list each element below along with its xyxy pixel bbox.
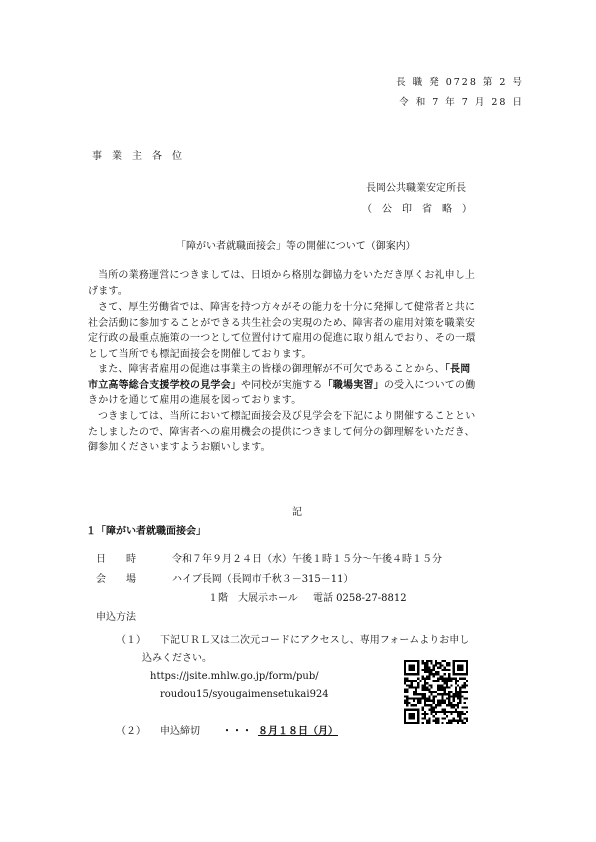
qr-code-icon[interactable]: [404, 660, 468, 724]
apply-method-label: 申込方法: [96, 612, 136, 623]
paragraph-line: 御参加くださいますようお願いします。: [88, 442, 271, 453]
deadline-dots: ・・・: [222, 726, 252, 737]
seal-omitted: （ 公 印 省 略 ）: [362, 204, 472, 215]
emphasis-text: 市立高等総合支援学校の見学会」: [88, 379, 241, 391]
paragraph-line: つきましては、当所において標記面接会及び見学会を下記により開催することとい: [98, 411, 476, 422]
ki-note-heading: 記: [292, 507, 302, 518]
item-1-text: 下記ＵＲＬ又は二次元コードにアクセスし、専用フォームよりお申し: [160, 635, 470, 646]
sender-office: 長岡公共職業安定所長: [366, 183, 466, 194]
deadline-label: 申込締切: [160, 726, 200, 737]
application-url-continued[interactable]: roudou15/syougaimensetukai924: [160, 689, 329, 700]
paragraph-line: 社会活動に参加することができる共生社会の実現のため、障害者の雇用対策を職業安: [88, 317, 476, 329]
paragraph-1: [88, 268, 522, 299]
venue-value: ハイブ長岡（長岡市千秋３－315－11）: [172, 574, 354, 585]
emphasis-text: 「職場実習」: [322, 379, 384, 391]
paragraph-text: の受入についての働: [383, 379, 476, 391]
paragraph-3: [88, 362, 522, 409]
paragraph-line: きかけを通じて雇用の進展を図っております。: [88, 395, 302, 406]
paragraph-4: [88, 409, 522, 456]
item-1-text-continued: 込みください。: [142, 653, 212, 664]
recipient: 事 業 主 各 位: [92, 151, 182, 162]
date-label: 日 時: [96, 554, 136, 565]
emphasis-text: 「長岡: [444, 364, 471, 375]
document-title: 「障がい者就職面接会」等の開催について（御案内）: [176, 241, 416, 252]
application-url[interactable]: https://jsite.mhlw.go.jp/form/pub/: [150, 671, 319, 682]
venue-room: １階 大展示ホール: [208, 593, 298, 604]
item-2-number: （２）: [116, 726, 146, 737]
paragraph-line: たしましたので、障害者への雇用機会の提供につきまして何分の御理解をいただき、: [88, 426, 475, 438]
venue-label: 会 場: [96, 574, 136, 585]
paragraph-text: や同校が実施する: [241, 379, 323, 391]
paragraph-line: げます。: [88, 285, 128, 297]
document-date: 令 和 7 年 7 月 28 日: [399, 97, 524, 108]
paragraph-line: 当所の業務運営につきましては、日頃から格別な御協力をいただき厚くお礼申し上: [98, 270, 476, 281]
venue-phone: 電話 0258-27-8812: [313, 593, 407, 604]
paragraph-2: [88, 300, 522, 362]
document-number: 長 職 発 0728 第 2 号: [396, 77, 524, 88]
paragraph-line: さて、厚生労働省では、障害を持つ方々がその能力を十分に発揮して健常者と共に: [98, 302, 476, 313]
date-value: 令和７年９月２４日（水）午後１時１５分～午後４時１５分: [172, 554, 442, 565]
deadline-date: ８月１８日（月）: [258, 726, 338, 737]
paragraph-line: 定行政の最重点施策の一つとして位置付けて雇用の促進に取り組んでおり、その一環: [88, 333, 476, 344]
section-heading: １「障がい者就職面接会」: [86, 526, 206, 537]
paragraph-text: また、障害者雇用の促進は事業主の皆様の御理解が不可欠であることから、: [98, 364, 445, 375]
item-1-number: （１）: [116, 635, 146, 646]
paragraph-line: として当所でも標記面接会を開催しております。: [88, 348, 312, 360]
